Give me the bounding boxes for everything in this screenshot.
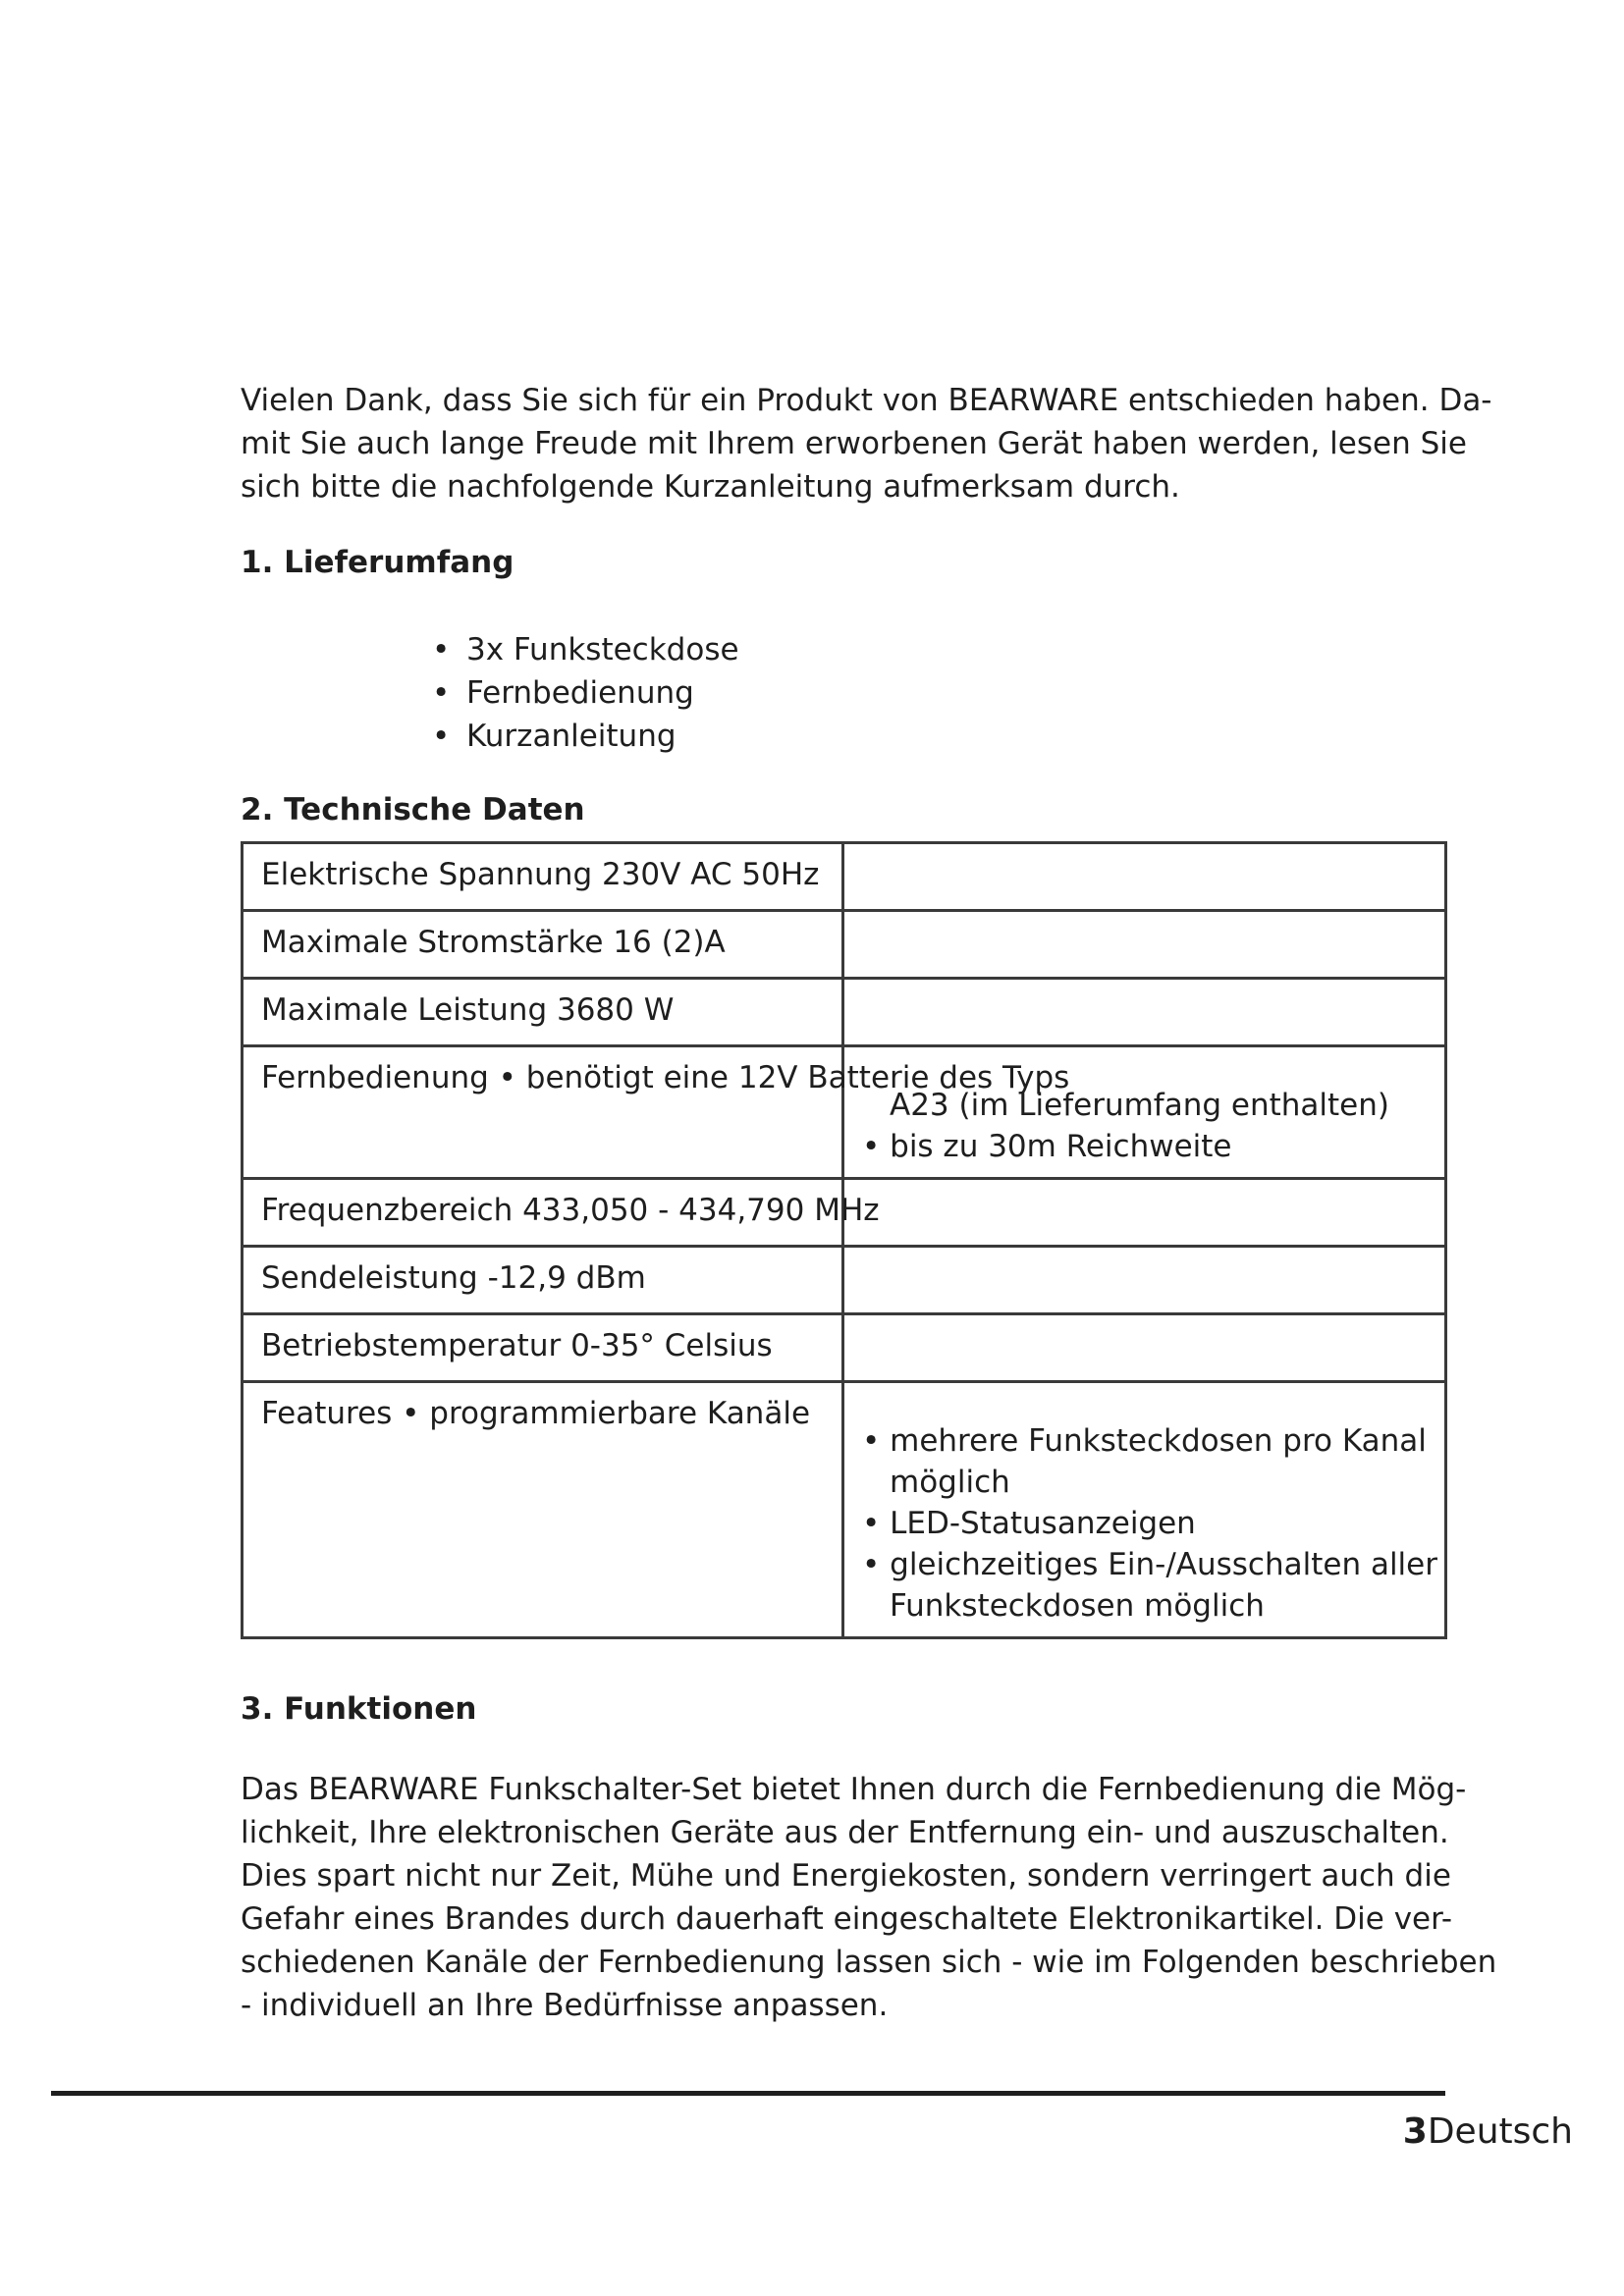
section-heading-funktionen: 3. Funktionen — [241, 1691, 477, 1727]
table-cell — [843, 843, 1446, 911]
paragraph-line: - individuell an Ihre Bedürfnisse anpassen. — [241, 1988, 889, 2023]
table-cell: Sendeleistung -12,9 dBm — [243, 1247, 843, 1314]
table-row — [243, 1314, 1446, 1382]
list-item: • Kurzanleitung — [432, 715, 739, 758]
list-item: • Fernbedienung — [432, 671, 739, 715]
table-cell — [843, 1382, 1446, 1638]
paragraph-line: Dies spart nicht nur Zeit, Mühe und Energiekosten, sondern verringert auch die — [241, 1858, 1451, 1894]
table-cell: Features • programmierbare Kanäle — [243, 1382, 843, 1638]
footer-language: Deutsch — [1427, 2111, 1573, 2152]
table-row — [243, 911, 1446, 979]
intro-line: sich bitte die nachfolgende Kurzanleitung aufmerksam durch. — [241, 469, 1180, 505]
table-cell — [843, 911, 1446, 979]
feature-line: • gleichzeitiges Ein-/Ausschalten aller — [862, 1547, 1437, 1582]
table-cell: Maximale Leistung 3680 W — [243, 979, 843, 1046]
feature-line: • mehrere Funksteckdosen pro Kanal — [862, 1423, 1427, 1459]
table-cell: Maximale Stromstärke 16 (2)A — [243, 911, 843, 979]
fernbedienung-line: • bis zu 30m Reichweite — [862, 1129, 1232, 1164]
table-cell: Betriebstemperatur 0-35° Celsius — [243, 1314, 843, 1382]
feature-line: möglich — [890, 1465, 1010, 1500]
bullet-icon: • — [432, 632, 451, 667]
paragraph-line: schiedenen Kanäle der Fernbedienung lassen sich - wie im Folgenden beschrieben — [241, 1945, 1497, 1980]
page-number: 3 — [1402, 2111, 1428, 2152]
list-item: • 3x Funksteckdose — [432, 628, 739, 671]
paragraph-line: Gefahr eines Brandes durch dauerhaft eingeschaltete Elektronikartikel. Die ver- — [241, 1901, 1453, 1937]
table-row — [243, 1046, 1446, 1179]
table-row — [243, 843, 1446, 911]
paragraph-line: Das BEARWARE Funkschalter-Set bietet Ihnen durch die Fernbedienung die Mög- — [241, 1772, 1467, 1807]
feature-line: • LED-Statusanzeigen — [862, 1506, 1196, 1541]
bullet-icon: • — [432, 675, 451, 711]
table-cell: Frequenzbereich 433,050 - 434,790 MHz — [243, 1179, 843, 1247]
funktionen-paragraph — [241, 1768, 1497, 2027]
intro-line: mit Sie auch lange Freude mit Ihrem erworbenen Gerät haben werden, lesen Sie — [241, 426, 1467, 461]
table-cell: Elektrische Spannung 230V AC 50Hz — [243, 843, 843, 911]
table-row — [243, 1179, 1446, 1247]
footer-divider — [51, 2091, 1445, 2096]
paragraph-line: lichkeit, Ihre elektronischen Geräte aus der Entfernung ein- und auszuschalten. — [241, 1815, 1449, 1850]
bullet-icon: • — [432, 719, 451, 754]
feature-line: Funksteckdosen möglich — [890, 1588, 1265, 1624]
page-footer — [1403, 2110, 1573, 2154]
intro-paragraph — [241, 379, 1492, 508]
table-cell — [843, 1314, 1446, 1382]
table-row — [243, 1247, 1446, 1314]
table-cell — [843, 1247, 1446, 1314]
fernbedienung-line: Fernbedienung • benötigt eine 12V Batterie des Typs — [261, 1060, 1070, 1095]
table-row — [243, 1382, 1446, 1638]
delivery-list — [432, 628, 739, 758]
fernbedienung-line: A23 (im Lieferumfang enthalten) — [890, 1088, 1389, 1123]
spec-table — [241, 841, 1447, 1639]
section-heading-lieferumfang: 1. Lieferumfang — [241, 545, 514, 580]
intro-line: Vielen Dank, dass Sie sich für ein Produkt von BEARWARE entschieden haben. Da- — [241, 383, 1492, 418]
table-cell — [843, 1179, 1446, 1247]
table-row — [243, 979, 1446, 1046]
section-heading-technische-daten: 2. Technische Daten — [241, 792, 585, 828]
table-cell — [843, 979, 1446, 1046]
